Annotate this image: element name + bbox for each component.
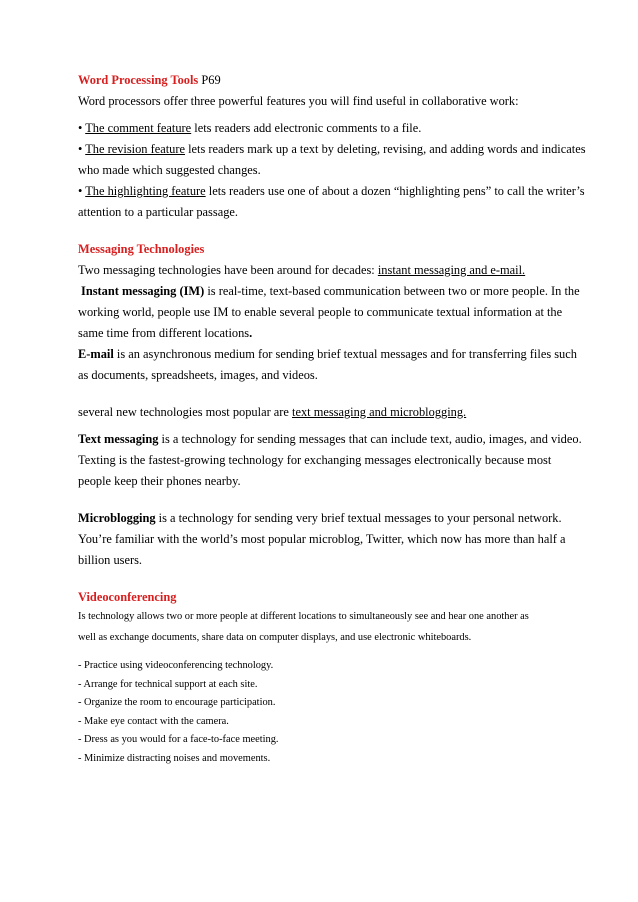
email-term: E-mail — [78, 347, 114, 361]
tip-item: - Practice using videoconferencing technology. — [78, 660, 274, 671]
revision-feature-text-cont: who made which suggested changes. — [78, 163, 261, 177]
comment-feature-term: The comment feature — [85, 121, 192, 135]
email-paragraph-line2: as documents, spreadsheets, images, and videos. — [78, 368, 318, 382]
messaging-intro-link: instant messaging and e-mail. — [377, 263, 526, 277]
revision-feature-term: The revision feature — [85, 142, 185, 156]
im-period: . — [249, 326, 253, 340]
page-reference: P69 — [198, 73, 221, 87]
messaging-heading: Messaging Technologies — [78, 242, 205, 256]
messaging-intro-text: Two messaging technologies have been around for decades: — [78, 263, 378, 277]
highlighting-feature-item — [78, 181, 585, 202]
highlighting-feature-text: lets readers use one of about a dozen “highlighting pens” to call the writer’s — [205, 184, 585, 198]
videoconferencing-desc-line2: well as exchange documents, share data on computer displays, and use electronic whiteboards. — [78, 631, 472, 643]
new-tech-link: text messaging and microblogging. — [292, 405, 467, 419]
revision-feature-text: lets readers mark up a text by deleting, revising, and adding words and indicates — [185, 142, 586, 156]
text-messaging-line3: people keep their phones nearby. — [78, 474, 241, 488]
word-processing-intro: Word processors offer three powerful features you will find useful in collaborative work: — [78, 94, 519, 108]
highlighting-feature-text-cont: attention to a particular passage. — [78, 205, 238, 219]
tip-item: - Arrange for technical support at each site. — [78, 678, 258, 690]
tip-item: - Make eye contact with the camera. — [78, 715, 229, 727]
videoconferencing-heading: Videoconferencing — [78, 590, 177, 604]
im-term: Instant messaging (IM) — [81, 284, 205, 298]
microblogging-text: is a technology for sending very brief textual messages to your personal network. — [155, 511, 562, 525]
new-tech-line — [78, 402, 568, 423]
section-heading-line — [78, 70, 568, 91]
text-messaging-text: is a technology for sending messages that can include text, audio, images, and video. — [158, 432, 582, 446]
revision-feature-item — [78, 139, 586, 160]
im-paragraph-line2: working world, people use IM to enable several people to communicate textual information at the — [78, 305, 563, 319]
bullet: • — [78, 184, 86, 198]
videoconferencing-tips — [78, 657, 568, 768]
im-text: is real-time, text-based communication between two or more people. In the — [204, 284, 580, 298]
microblogging-line1 — [78, 508, 568, 529]
text-messaging-line2: Texting is the fastest-growing technology for exchanging messages electronically because most — [78, 453, 552, 467]
im-paragraph-line3 — [78, 323, 568, 344]
comment-feature-text: lets readers add electronic comments to a file. — [191, 121, 422, 135]
bullet: • — [78, 142, 86, 156]
word-processing-heading: Word Processing Tools — [78, 73, 199, 87]
microblogging-term: Microblogging — [78, 511, 156, 525]
tip-item: - Organize the room to encourage participation. — [78, 697, 276, 708]
new-tech-text: several new technologies most popular are — [78, 405, 293, 419]
tip-item: - Minimize distracting noises and movements. — [78, 752, 271, 764]
text-messaging-term: Text messaging — [78, 432, 159, 446]
messaging-intro — [78, 260, 568, 281]
text-messaging-line1 — [78, 429, 582, 450]
comment-feature-item — [78, 118, 568, 139]
im-text-end: same time from different locations — [78, 326, 250, 340]
bullet: • — [78, 121, 86, 135]
videoconferencing-desc-line1: Is technology allows two or more people at different locations to simultaneously see and hear one another as — [78, 611, 529, 622]
im-paragraph-line1 — [78, 281, 580, 302]
microblogging-line2: You’re familiar with the world’s most popular microblog, Twitter, which now has more than half a — [78, 532, 566, 546]
microblogging-line3: billion users. — [78, 553, 143, 567]
highlighting-feature-term: The highlighting feature — [85, 184, 206, 198]
email-text: is an asynchronous medium for sending brief textual messages and for transferring files such — [113, 347, 577, 361]
document-page — [78, 70, 586, 768]
tip-item: - Dress as you would for a face-to-face meeting. — [78, 734, 279, 745]
email-paragraph-line1 — [78, 344, 577, 365]
